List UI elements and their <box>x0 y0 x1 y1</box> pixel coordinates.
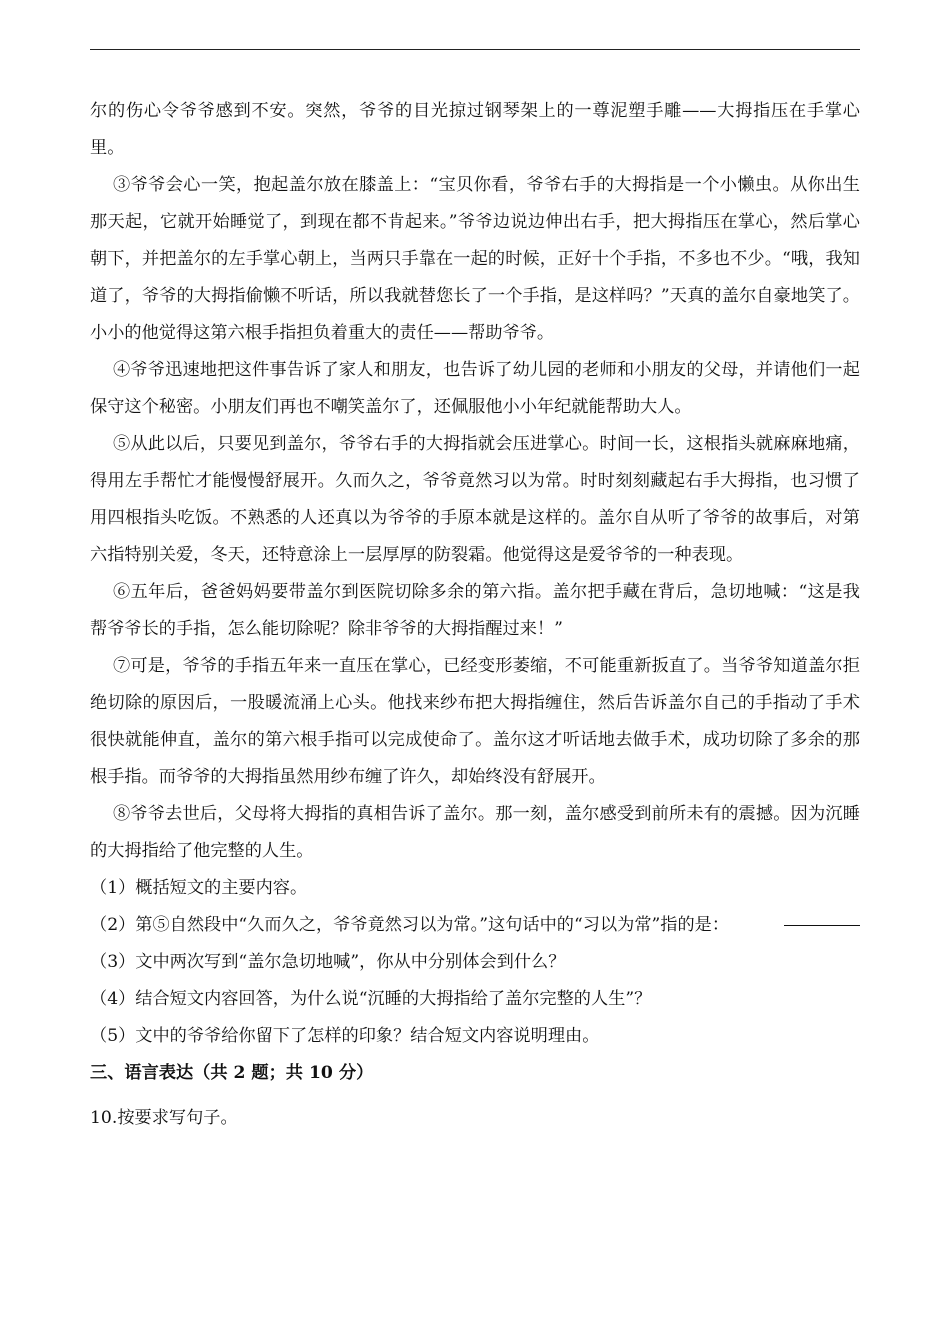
header-rule <box>90 49 860 50</box>
question-1: （1）概括短文的主要内容。 <box>90 878 308 898</box>
paragraph-4: ④爷爷迅速地把这件事告诉了家人和朋友，也告诉了幼儿园的老师和小朋友的父母，并请他们一起保守这个秘密。小朋友们再也不嘲笑盖尔了，还佩服他小小年纪就能帮助大人。 <box>90 360 860 417</box>
paragraph-3: ③爷爷会心一笑，抱起盖尔放在膝盖上：“宝贝你看，爷爷右手的大拇指是一个小懒虫。从你出生那天起，它就开始睡觉了，到现在都不肯起来。”爷爷边说边伸出右手，把大拇指压在掌心，然后掌心朝下，并把盖尔的左手掌心朝上，当两只手靠在一起的时候，正好十个手指，不多也不少。“哦，我知道了，爷爷的大拇指偷懒不听话，所以我就替您长了一个手指，是这样吗？”天真的盖尔自豪地笑了。小小的他觉得这第六根手指担负着重大的责任——帮助爷爷。 <box>90 175 860 343</box>
paragraph-7: ⑦可是，爷爷的手指五年来一直压在掌心，已经变形萎缩，不可能重新扳直了。当爷爷知道盖尔拒绝切除的原因后，一股暖流涌上心头。他找来纱布把大拇指缠住，然后告诉盖尔自己的手指动了手术很快就能伸直，盖尔的第六根手指可以完成使命了。盖尔这才听话地去做手术，成功切除了多余的那根手指。而爷爷的大拇指虽然用纱布缠了许久，却始终没有舒展开。 <box>90 656 860 787</box>
question-5: （5）文中的爷爷给你留下了怎样的印象？结合短文内容说明理由。 <box>90 1026 600 1046</box>
question-3: （3）文中两次写到“盖尔急切地喊”，你从中分别体会到什么？ <box>90 952 566 972</box>
paragraph-2-continued: 尔的伤心令爷爷感到不安。突然，爷爷的目光掠过钢琴架上的一尊泥塑手雕——大拇指压在手掌心里。 <box>90 101 860 158</box>
paragraph-6: ⑥五年后，爸爸妈妈要带盖尔到医院切除多余的第六指。盖尔把手藏在背后，急切地喊：“这是我帮爷爷长的手指，怎么能切除呢？除非爷爷的大拇指醒过来！” <box>90 582 860 639</box>
page-content <box>90 93 860 1137</box>
answer-blank[interactable] <box>784 924 860 926</box>
question-4: （4）结合短文内容回答，为什么说“沉睡的大拇指给了盖尔完整的人生”？ <box>90 989 652 1009</box>
paragraph-5: ⑤从此以后，只要见到盖尔，爷爷右手的大拇指就会压进掌心。时间一长，这根指头就麻麻地痛，得用左手帮忙才能慢慢舒展开。久而久之，爷爷竟然习以为常。时时刻刻藏起右手大拇指，也习惯了用四根指头吃饭。不熟悉的人还真以为爷爷的手原本就是这样的。盖尔自从听了爷爷的故事后，对第六指特别关爱，冬天，还特意涂上一层厚厚的防裂霜。他觉得这是爱爷爷的一种表现。 <box>90 434 860 565</box>
question-2-row <box>90 907 860 944</box>
paragraph-8: ⑧爷爷去世后，父母将大拇指的真相告诉了盖尔。那一刻，盖尔感受到前所未有的震撼。因为沉睡的大拇指给了他完整的人生。 <box>90 804 860 861</box>
question-10: 10.按要求写句子。 <box>90 1108 238 1128</box>
section-heading: 三、语言表达（共 2 题；共 10 分） <box>90 1063 374 1083</box>
question-2: （2）第⑤自然段中“久而久之，爷爷竟然习以为常。”这句话中的“习以为常”指的是： <box>90 915 730 935</box>
